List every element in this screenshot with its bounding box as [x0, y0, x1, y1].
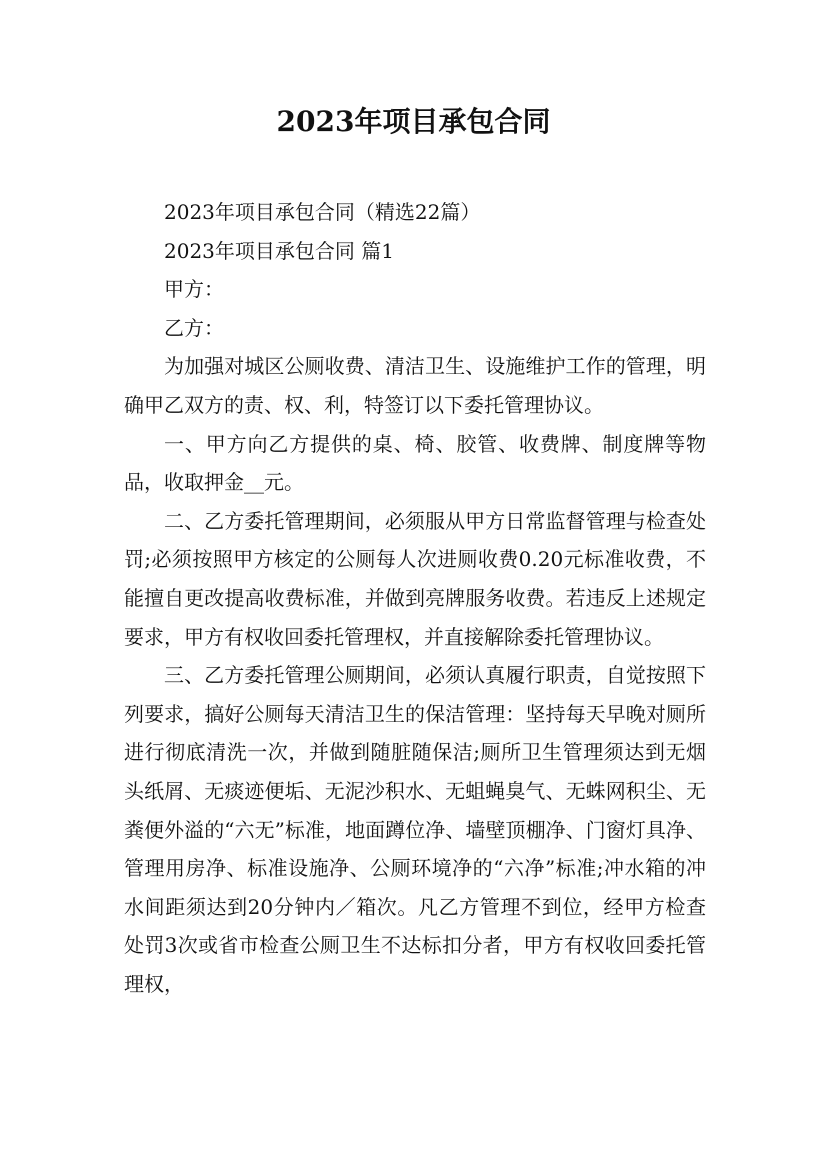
paragraph-party-b: 乙方： — [164, 315, 224, 340]
paragraph-preamble: 为加强对城区公厕收费、清洁卫生、设施维护工作的管理，明确甲乙双方的责、权、利，特签订以下委托管理协议。 — [124, 354, 706, 417]
paragraph-clause-1: 一、甲方向乙方提供的桌、椅、胶管、收费牌、制度牌等物品，收取押金__元。 — [124, 431, 706, 495]
document-title: 2023年项目承包合同 — [276, 105, 551, 138]
paragraph-subtitle: 2023年项目承包合同（精选22篇） — [164, 200, 481, 224]
paragraph-clause-3: 三、乙方委托管理公厕期间，必须认真履行职责，自觉按照下列要求，搞好公厕每天清洁卫生的保洁管理：坚持每天早晚对厕所进行彻底清洗一次，并做到随脏随保洁;厕所卫生管理须达到无烟头纸屑、无痰迹便垢、无泥沙积水、无蛆蝇臭气、无蛛网积尘、无粪便外溢的“六无”标准，地面蹲位净、墙壁顶棚净、门窗灯具净、管理用房净、标准设施净、公厕环境净的“六净”标准;冲水箱的冲水间距须达到20分钟内／箱次。凡乙方管理不到位，经甲方检查处罚3次或省市检查公厕卫生不达标扣分者，甲方有权收回委托管理权， — [124, 663, 706, 996]
paragraph-party-a: 甲方： — [164, 277, 224, 302]
document-body — [124, 193, 706, 1003]
paragraph-section-heading: 2023年项目承包合同 篇1 — [164, 238, 394, 263]
paragraph-clause-2: 二、乙方委托管理期间，必须服从甲方日常监督管理与检查处罚;必须按照甲方核定的公厕每人次进厕收费0.20元标准收费，不能擅自更改提高收费标准，并做到亮牌服务收费。若违反上述规定要求，甲方有权收回委托管理权，并直接解除委托管理协议。 — [124, 508, 706, 649]
